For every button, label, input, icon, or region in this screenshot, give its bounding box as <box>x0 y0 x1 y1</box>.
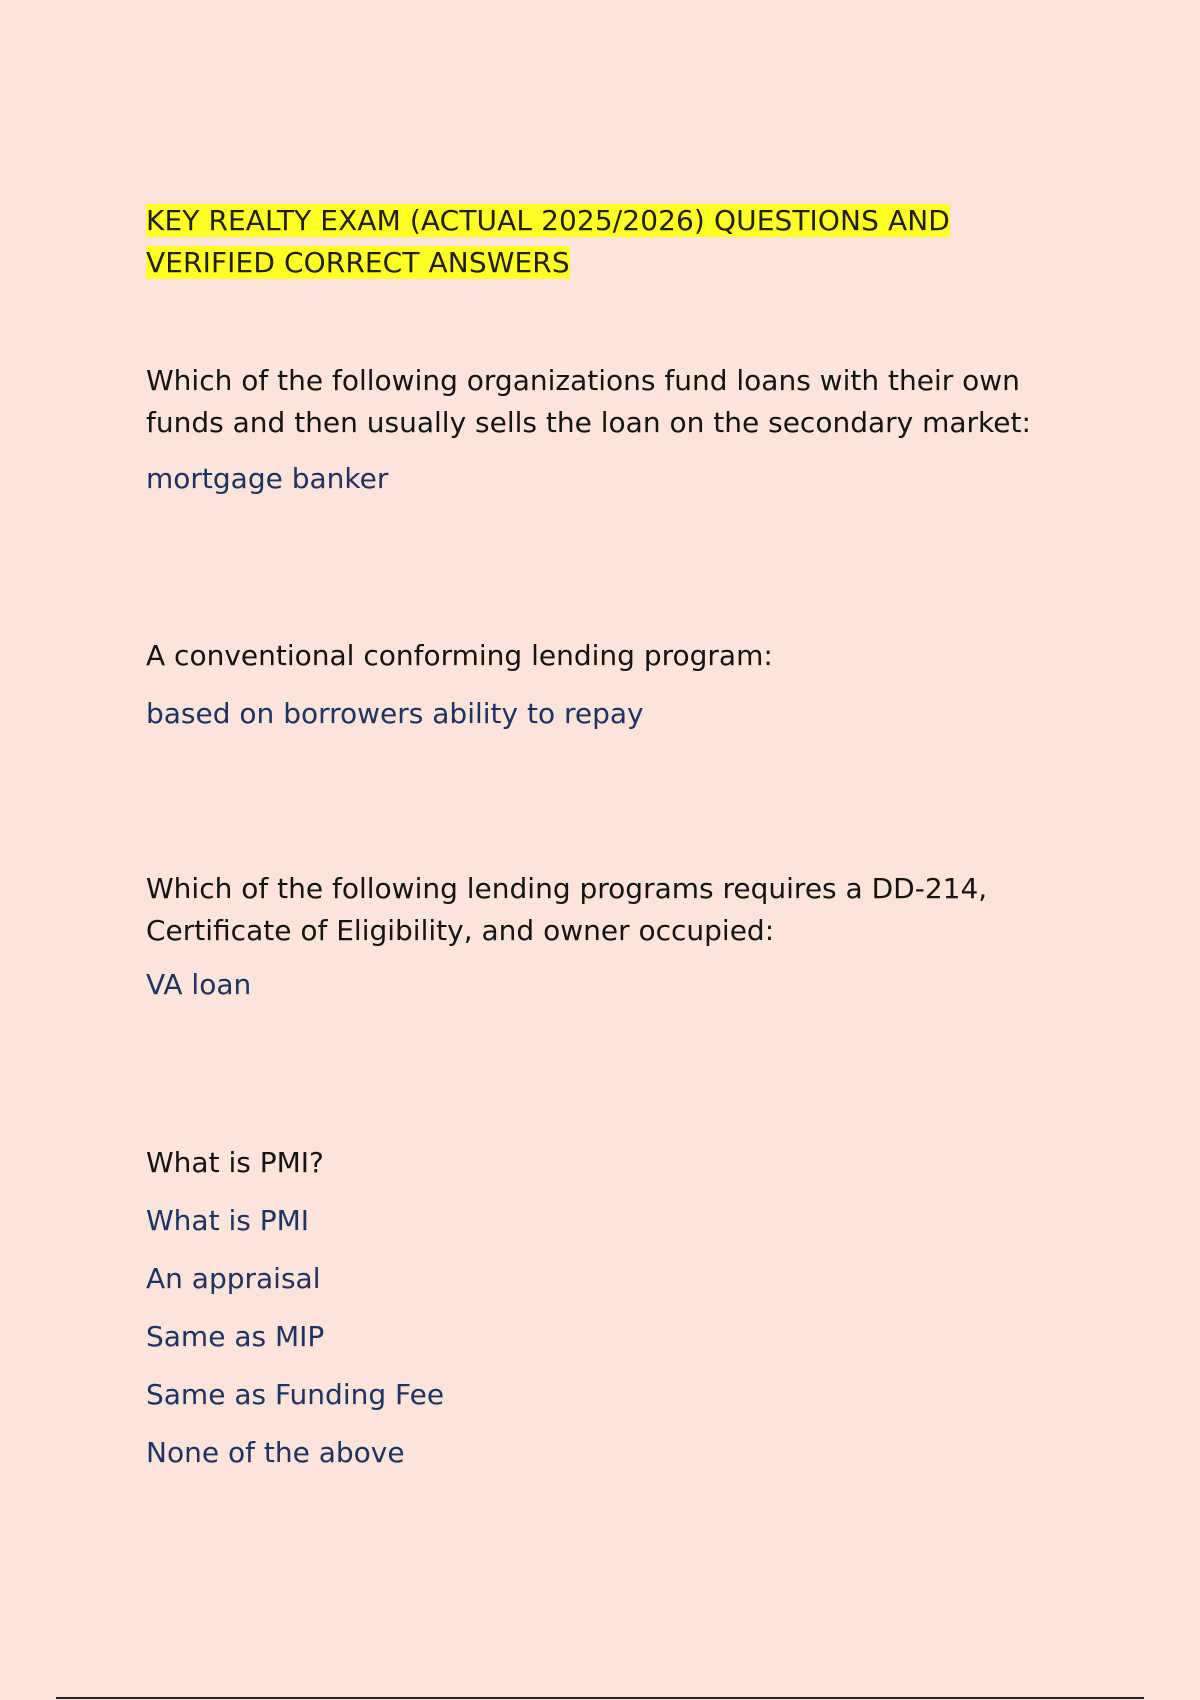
answer-text: mortgage banker <box>146 462 389 495</box>
question-block-4 <box>146 1142 444 1474</box>
answer-text: VA loan <box>146 968 252 1001</box>
question-text: Which of the following lending programs requires a DD-214, <box>146 872 988 905</box>
question-block-1 <box>146 360 1031 500</box>
question-text: A conventional conforming lending program: <box>146 639 773 672</box>
question-text: Which of the following organizations fund loans with their own <box>146 364 1020 397</box>
question-text: What is PMI? <box>146 1146 324 1179</box>
answer-option: Same as MIP <box>146 1320 325 1353</box>
question-block-2 <box>146 635 773 735</box>
title-line-2: VERIFIED CORRECT ANSWERS <box>146 246 570 279</box>
question-block-3 <box>146 868 987 1006</box>
answer-option: An appraisal <box>146 1262 321 1295</box>
question-text: Certificate of Eligibility, and owner occupied: <box>146 914 775 947</box>
footer-divider <box>56 1697 1144 1699</box>
title-line-1: KEY REALTY EXAM (ACTUAL 2025/2026) QUESTIONS AND <box>146 204 950 237</box>
answer-option: What is PMI <box>146 1204 310 1237</box>
question-text: funds and then usually sells the loan on the secondary market: <box>146 406 1031 439</box>
answer-option: Same as Funding Fee <box>146 1378 445 1411</box>
document-title <box>146 200 950 284</box>
answer-option: None of the above <box>146 1436 405 1469</box>
answer-text: based on borrowers ability to repay <box>146 697 644 730</box>
